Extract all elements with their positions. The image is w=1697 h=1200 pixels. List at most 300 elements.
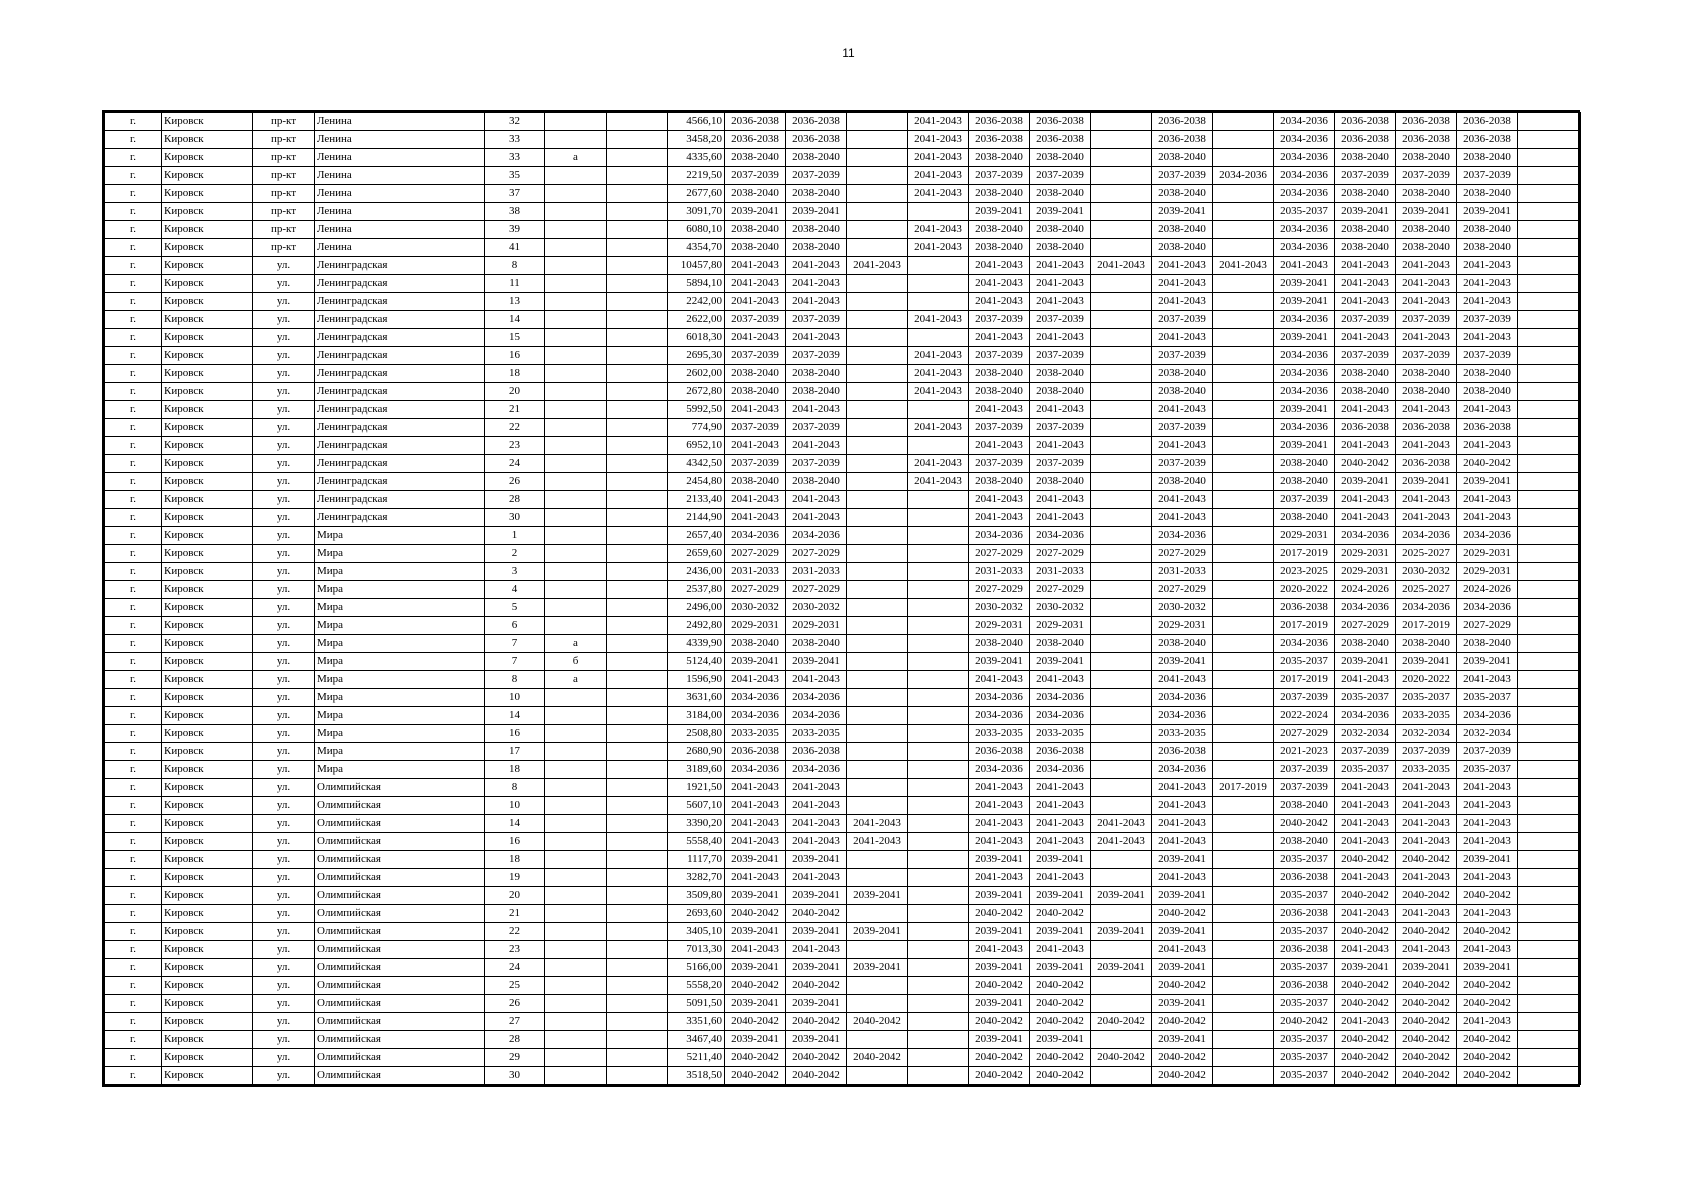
table-cell: 2041-2043: [786, 671, 847, 689]
table-cell: [545, 221, 607, 239]
table-cell: г.: [105, 149, 162, 167]
table-cell: 2034-2036: [786, 689, 847, 707]
table-cell: 2041-2043: [1457, 779, 1518, 797]
table-cell: 2041-2043: [1457, 833, 1518, 851]
table-cell: Кировск: [162, 491, 253, 509]
table-cell: 2033-2035: [1152, 725, 1213, 743]
table-cell: 4335,60: [668, 149, 725, 167]
table-cell: 2038-2040: [1274, 455, 1335, 473]
table-cell: 2041-2043: [908, 239, 969, 257]
table-cell: 2041-2043: [1152, 275, 1213, 293]
table-cell: [847, 1067, 908, 1085]
table-cell: [1518, 329, 1581, 347]
table-cell: Ленинградская: [315, 383, 485, 401]
table-cell: [545, 131, 607, 149]
table-cell: [1091, 635, 1152, 653]
table-cell: 7013,30: [668, 941, 725, 959]
table-cell: [847, 779, 908, 797]
table-cell: [1518, 959, 1581, 977]
table-cell: 2041-2043: [908, 419, 969, 437]
table-cell: 2038-2040: [725, 185, 786, 203]
table-cell: Кировск: [162, 779, 253, 797]
table-row: [105, 239, 1581, 257]
table-cell: [847, 239, 908, 257]
table-cell: 2033-2035: [725, 725, 786, 743]
table-cell: [1091, 689, 1152, 707]
table-cell: 2033-2035: [786, 725, 847, 743]
table-cell: 29: [485, 1049, 545, 1067]
table-cell: [545, 455, 607, 473]
table-cell: 2041-2043: [1396, 815, 1457, 833]
table-cell: [847, 671, 908, 689]
table-cell: г.: [105, 905, 162, 923]
table-cell: г.: [105, 923, 162, 941]
table-cell: [1091, 455, 1152, 473]
table-cell: [847, 617, 908, 635]
table-cell: [847, 167, 908, 185]
table-cell: 2040-2042: [1396, 1067, 1457, 1085]
table-cell: 2039-2041: [1152, 1031, 1213, 1049]
table-cell: [1518, 221, 1581, 239]
table-cell: 11: [485, 275, 545, 293]
table-cell: [1518, 1067, 1581, 1085]
table-cell: [1518, 689, 1581, 707]
table-cell: г.: [105, 383, 162, 401]
table-cell: [1213, 869, 1274, 887]
table-cell: 2039-2041: [847, 959, 908, 977]
table-cell: 2040-2042: [1030, 905, 1091, 923]
table-cell: 2680,90: [668, 743, 725, 761]
table-cell: Ленинградская: [315, 419, 485, 437]
table-cell: 2041-2043: [969, 293, 1030, 311]
table-cell: г.: [105, 995, 162, 1013]
table-cell: 2036-2038: [1335, 131, 1396, 149]
table-cell: [1518, 203, 1581, 221]
table-cell: б: [545, 653, 607, 671]
table-cell: 2041-2043: [725, 293, 786, 311]
table-cell: 2035-2037: [1274, 887, 1335, 905]
table-cell: 15: [485, 329, 545, 347]
table-cell: 2041-2043: [1457, 815, 1518, 833]
table-cell: [1518, 725, 1581, 743]
table-cell: [1213, 545, 1274, 563]
table-cell: [1518, 995, 1581, 1013]
table-cell: 2039-2041: [725, 887, 786, 905]
table-cell: 3631,60: [668, 689, 725, 707]
table-cell: 2034-2036: [1030, 689, 1091, 707]
table-cell: 2036-2038: [786, 113, 847, 131]
table-cell: 2040-2042: [1030, 1067, 1091, 1085]
table-cell: Кировск: [162, 923, 253, 941]
table-cell: ул.: [253, 1067, 315, 1085]
table-cell: 2041-2043: [1396, 905, 1457, 923]
table-cell: 2041-2043: [1213, 257, 1274, 275]
table-cell: 19: [485, 869, 545, 887]
table-cell: 2040-2042: [1396, 851, 1457, 869]
table-cell: 2039-2041: [1152, 959, 1213, 977]
table-cell: 2035-2037: [1274, 851, 1335, 869]
table-cell: [607, 671, 668, 689]
table-cell: 2035-2037: [1335, 689, 1396, 707]
table-cell: Ленинградская: [315, 347, 485, 365]
table-cell: [847, 293, 908, 311]
table-cell: [545, 887, 607, 905]
table-cell: [545, 779, 607, 797]
table-cell: 5558,20: [668, 977, 725, 995]
table-cell: Кировск: [162, 419, 253, 437]
table-cell: 2034-2036: [1274, 635, 1335, 653]
table-cell: 2041-2043: [1396, 437, 1457, 455]
table-cell: 2039-2041: [969, 203, 1030, 221]
table-cell: [908, 743, 969, 761]
table-cell: [847, 365, 908, 383]
table-cell: [545, 599, 607, 617]
table-cell: 2041-2043: [1091, 815, 1152, 833]
table-cell: 3509,80: [668, 887, 725, 905]
table-cell: [1213, 725, 1274, 743]
table-cell: [1518, 779, 1581, 797]
table-row: [105, 149, 1581, 167]
table-cell: 2039-2041: [847, 923, 908, 941]
table-cell: [847, 743, 908, 761]
table-cell: Кировск: [162, 1049, 253, 1067]
table-cell: 2041-2043: [969, 401, 1030, 419]
table-cell: Ленинградская: [315, 257, 485, 275]
table-row: [105, 311, 1581, 329]
table-cell: [607, 131, 668, 149]
table-cell: ул.: [253, 1031, 315, 1049]
table-cell: 2041-2043: [1030, 491, 1091, 509]
table-cell: 2041-2043: [969, 329, 1030, 347]
table-cell: 5211,40: [668, 1049, 725, 1067]
table-cell: ул.: [253, 509, 315, 527]
table-cell: [545, 815, 607, 833]
table-cell: 2039-2041: [1396, 203, 1457, 221]
table-cell: 2038-2040: [1396, 221, 1457, 239]
table-cell: г.: [105, 1049, 162, 1067]
table-cell: 2041-2043: [1335, 797, 1396, 815]
table-cell: ул.: [253, 743, 315, 761]
table-cell: Кировск: [162, 725, 253, 743]
table-cell: 2041-2043: [1457, 941, 1518, 959]
table-cell: ул.: [253, 527, 315, 545]
table-cell: 2038-2040: [1335, 365, 1396, 383]
table-cell: [908, 635, 969, 653]
table-cell: 2036-2038: [1457, 419, 1518, 437]
table-cell: [1213, 689, 1274, 707]
table-cell: г.: [105, 779, 162, 797]
table-cell: 2040-2042: [1457, 455, 1518, 473]
table-cell: [1518, 167, 1581, 185]
table-cell: 2242,00: [668, 293, 725, 311]
table-cell: Кировск: [162, 203, 253, 221]
table-cell: [1213, 995, 1274, 1013]
table-cell: [1518, 797, 1581, 815]
table-cell: [607, 329, 668, 347]
table-cell: 2041-2043: [1457, 869, 1518, 887]
table-cell: 2038-2040: [1030, 149, 1091, 167]
table-cell: 2039-2041: [725, 851, 786, 869]
table-cell: [847, 905, 908, 923]
table-cell: [607, 599, 668, 617]
table-cell: 2041-2043: [1030, 275, 1091, 293]
table-cell: [1518, 815, 1581, 833]
table-cell: 2041-2043: [1274, 257, 1335, 275]
table-cell: 2034-2036: [1457, 527, 1518, 545]
table-cell: 2038-2040: [1030, 239, 1091, 257]
table-cell: [1518, 257, 1581, 275]
table-cell: [1518, 1013, 1581, 1031]
table-cell: [1091, 707, 1152, 725]
table-cell: 2039-2041: [786, 1031, 847, 1049]
table-cell: 2038-2040: [1457, 635, 1518, 653]
table-cell: [1213, 293, 1274, 311]
table-row: [105, 581, 1581, 599]
table-row: [105, 113, 1581, 131]
table-cell: 2039-2041: [786, 203, 847, 221]
table-row: [105, 527, 1581, 545]
table-cell: 2037-2039: [1030, 455, 1091, 473]
table-cell: Кировск: [162, 761, 253, 779]
table-cell: Олимпийская: [315, 1013, 485, 1031]
table-cell: 2033-2035: [969, 725, 1030, 743]
table-cell: 2039-2041: [1152, 923, 1213, 941]
table-cell: 16: [485, 725, 545, 743]
table-cell: 2041-2043: [725, 779, 786, 797]
table-cell: г.: [105, 203, 162, 221]
table-cell: 2039-2041: [786, 653, 847, 671]
table-cell: 2039-2041: [1457, 203, 1518, 221]
table-cell: [545, 257, 607, 275]
table-cell: г.: [105, 851, 162, 869]
table-cell: 14: [485, 815, 545, 833]
table-cell: 41: [485, 239, 545, 257]
table-cell: [847, 383, 908, 401]
table-cell: 3282,70: [668, 869, 725, 887]
table-cell: ул.: [253, 401, 315, 419]
table-cell: ул.: [253, 419, 315, 437]
table-cell: 2037-2039: [969, 311, 1030, 329]
table-cell: 2040-2042: [1335, 887, 1396, 905]
table-cell: Ленина: [315, 131, 485, 149]
table-cell: 2041-2043: [969, 275, 1030, 293]
table-cell: [1213, 833, 1274, 851]
table-cell: 5124,40: [668, 653, 725, 671]
table-cell: 3184,00: [668, 707, 725, 725]
table-cell: 2041-2043: [725, 275, 786, 293]
table-cell: 2035-2037: [1457, 689, 1518, 707]
table-cell: [847, 761, 908, 779]
table-cell: [1213, 977, 1274, 995]
table-cell: 2041-2043: [1396, 869, 1457, 887]
table-cell: [1518, 239, 1581, 257]
table-cell: 2038-2040: [1335, 239, 1396, 257]
table-cell: [1213, 113, 1274, 131]
table-cell: 2496,00: [668, 599, 725, 617]
table-cell: 22: [485, 923, 545, 941]
table-cell: 14: [485, 707, 545, 725]
table-cell: 2040-2042: [1152, 977, 1213, 995]
table-cell: [1518, 761, 1581, 779]
table-row: [105, 923, 1581, 941]
table-cell: 2041-2043: [1457, 509, 1518, 527]
table-cell: [847, 311, 908, 329]
table-cell: пр-кт: [253, 239, 315, 257]
table-row: [105, 1067, 1581, 1085]
table-cell: г.: [105, 869, 162, 887]
data-table: [104, 112, 1581, 1085]
table-cell: 2038-2040: [1457, 221, 1518, 239]
table-cell: 2039-2041: [725, 1031, 786, 1049]
table-cell: [1518, 437, 1581, 455]
table-cell: 2039-2041: [786, 851, 847, 869]
table-row: [105, 653, 1581, 671]
table-cell: 2041-2043: [1091, 833, 1152, 851]
table-cell: 2037-2039: [786, 347, 847, 365]
table-cell: [1518, 941, 1581, 959]
table-cell: [1518, 581, 1581, 599]
table-cell: 2040-2042: [1457, 1031, 1518, 1049]
table-cell: 2030-2032: [786, 599, 847, 617]
table-cell: 2034-2036: [1396, 527, 1457, 545]
table-cell: 2038-2040: [1457, 239, 1518, 257]
table-cell: 2037-2039: [1274, 491, 1335, 509]
table-cell: 2041-2043: [1152, 509, 1213, 527]
table-row: [105, 365, 1581, 383]
table-cell: 2037-2039: [1152, 167, 1213, 185]
table-cell: 2041-2043: [786, 401, 847, 419]
table-cell: [1213, 203, 1274, 221]
table-cell: [607, 743, 668, 761]
table-cell: [607, 1031, 668, 1049]
table-cell: 2039-2041: [969, 851, 1030, 869]
table-cell: [908, 491, 969, 509]
table-cell: 2036-2038: [1396, 131, 1457, 149]
table-cell: г.: [105, 815, 162, 833]
table-cell: [1091, 239, 1152, 257]
table-cell: [908, 329, 969, 347]
table-cell: 2039-2041: [725, 203, 786, 221]
table-cell: 2038-2040: [786, 185, 847, 203]
table-cell: 2041-2043: [1335, 437, 1396, 455]
table-cell: 2037-2039: [1457, 311, 1518, 329]
table-cell: Кировск: [162, 239, 253, 257]
table-cell: [847, 455, 908, 473]
table-cell: 2030-2032: [1396, 563, 1457, 581]
table-cell: 2041-2043: [1457, 671, 1518, 689]
table-cell: 4339,90: [668, 635, 725, 653]
table-cell: 2039-2041: [1274, 437, 1335, 455]
table-cell: г.: [105, 113, 162, 131]
table-cell: [545, 941, 607, 959]
table-cell: 2034-2036: [725, 527, 786, 545]
table-row: [105, 275, 1581, 293]
table-cell: [1091, 851, 1152, 869]
table-cell: 2034-2036: [1274, 113, 1335, 131]
table-cell: Ленинградская: [315, 311, 485, 329]
table-cell: 22: [485, 419, 545, 437]
table-cell: ул.: [253, 689, 315, 707]
table-cell: 2034-2036: [786, 761, 847, 779]
table-cell: ул.: [253, 365, 315, 383]
table-cell: [1518, 905, 1581, 923]
table-cell: [545, 797, 607, 815]
table-cell: [1518, 131, 1581, 149]
table-cell: 2036-2038: [725, 113, 786, 131]
table-cell: [607, 419, 668, 437]
table-cell: [1091, 365, 1152, 383]
table-cell: 2038-2040: [1152, 473, 1213, 491]
table-cell: 2038-2040: [786, 383, 847, 401]
table-cell: [847, 149, 908, 167]
table-cell: 2041-2043: [1152, 401, 1213, 419]
table-cell: 2037-2039: [1152, 311, 1213, 329]
table-cell: г.: [105, 707, 162, 725]
table-cell: ул.: [253, 887, 315, 905]
table-cell: [908, 887, 969, 905]
table-cell: Кировск: [162, 131, 253, 149]
table-cell: [545, 419, 607, 437]
table-cell: 2034-2036: [1274, 185, 1335, 203]
table-cell: г.: [105, 941, 162, 959]
table-cell: [607, 923, 668, 941]
table-cell: 2039-2041: [1030, 959, 1091, 977]
table-cell: [1213, 653, 1274, 671]
table-cell: 2027-2029: [1030, 581, 1091, 599]
table-cell: 2030-2032: [1030, 599, 1091, 617]
table-cell: [847, 527, 908, 545]
table-cell: [607, 437, 668, 455]
table-cell: 2040-2042: [1396, 923, 1457, 941]
table-cell: [1213, 1049, 1274, 1067]
table-row: [105, 905, 1581, 923]
table-cell: 2037-2039: [1274, 761, 1335, 779]
table-cell: ул.: [253, 581, 315, 599]
table-cell: [545, 275, 607, 293]
table-cell: 2037-2039: [969, 347, 1030, 365]
table-cell: Мира: [315, 599, 485, 617]
table-cell: Кировск: [162, 1031, 253, 1049]
table-cell: [607, 797, 668, 815]
table-cell: г.: [105, 653, 162, 671]
table-cell: 2040-2042: [1152, 1049, 1213, 1067]
table-cell: 2034-2036: [1335, 599, 1396, 617]
table-cell: Ленинградская: [315, 293, 485, 311]
table-cell: [1213, 1031, 1274, 1049]
table-cell: 2039-2041: [969, 653, 1030, 671]
table-cell: 2037-2039: [969, 419, 1030, 437]
table-cell: [1213, 185, 1274, 203]
table-cell: 2041-2043: [786, 779, 847, 797]
table-cell: г.: [105, 221, 162, 239]
table-cell: [847, 113, 908, 131]
table-cell: 3467,40: [668, 1031, 725, 1049]
table-cell: Олимпийская: [315, 797, 485, 815]
table-cell: [908, 689, 969, 707]
table-cell: 2040-2042: [1030, 1049, 1091, 1067]
table-cell: 2034-2036: [1274, 239, 1335, 257]
table-cell: 2038-2040: [725, 149, 786, 167]
table-cell: 2041-2043: [908, 347, 969, 365]
table-cell: 2038-2040: [1152, 239, 1213, 257]
table-row: [105, 1013, 1581, 1031]
table-row: [105, 185, 1581, 203]
table-row: [105, 671, 1581, 689]
table-cell: 2041-2043: [1030, 815, 1091, 833]
table-cell: 2039-2041: [1030, 923, 1091, 941]
table-row: [105, 707, 1581, 725]
table-cell: [607, 689, 668, 707]
